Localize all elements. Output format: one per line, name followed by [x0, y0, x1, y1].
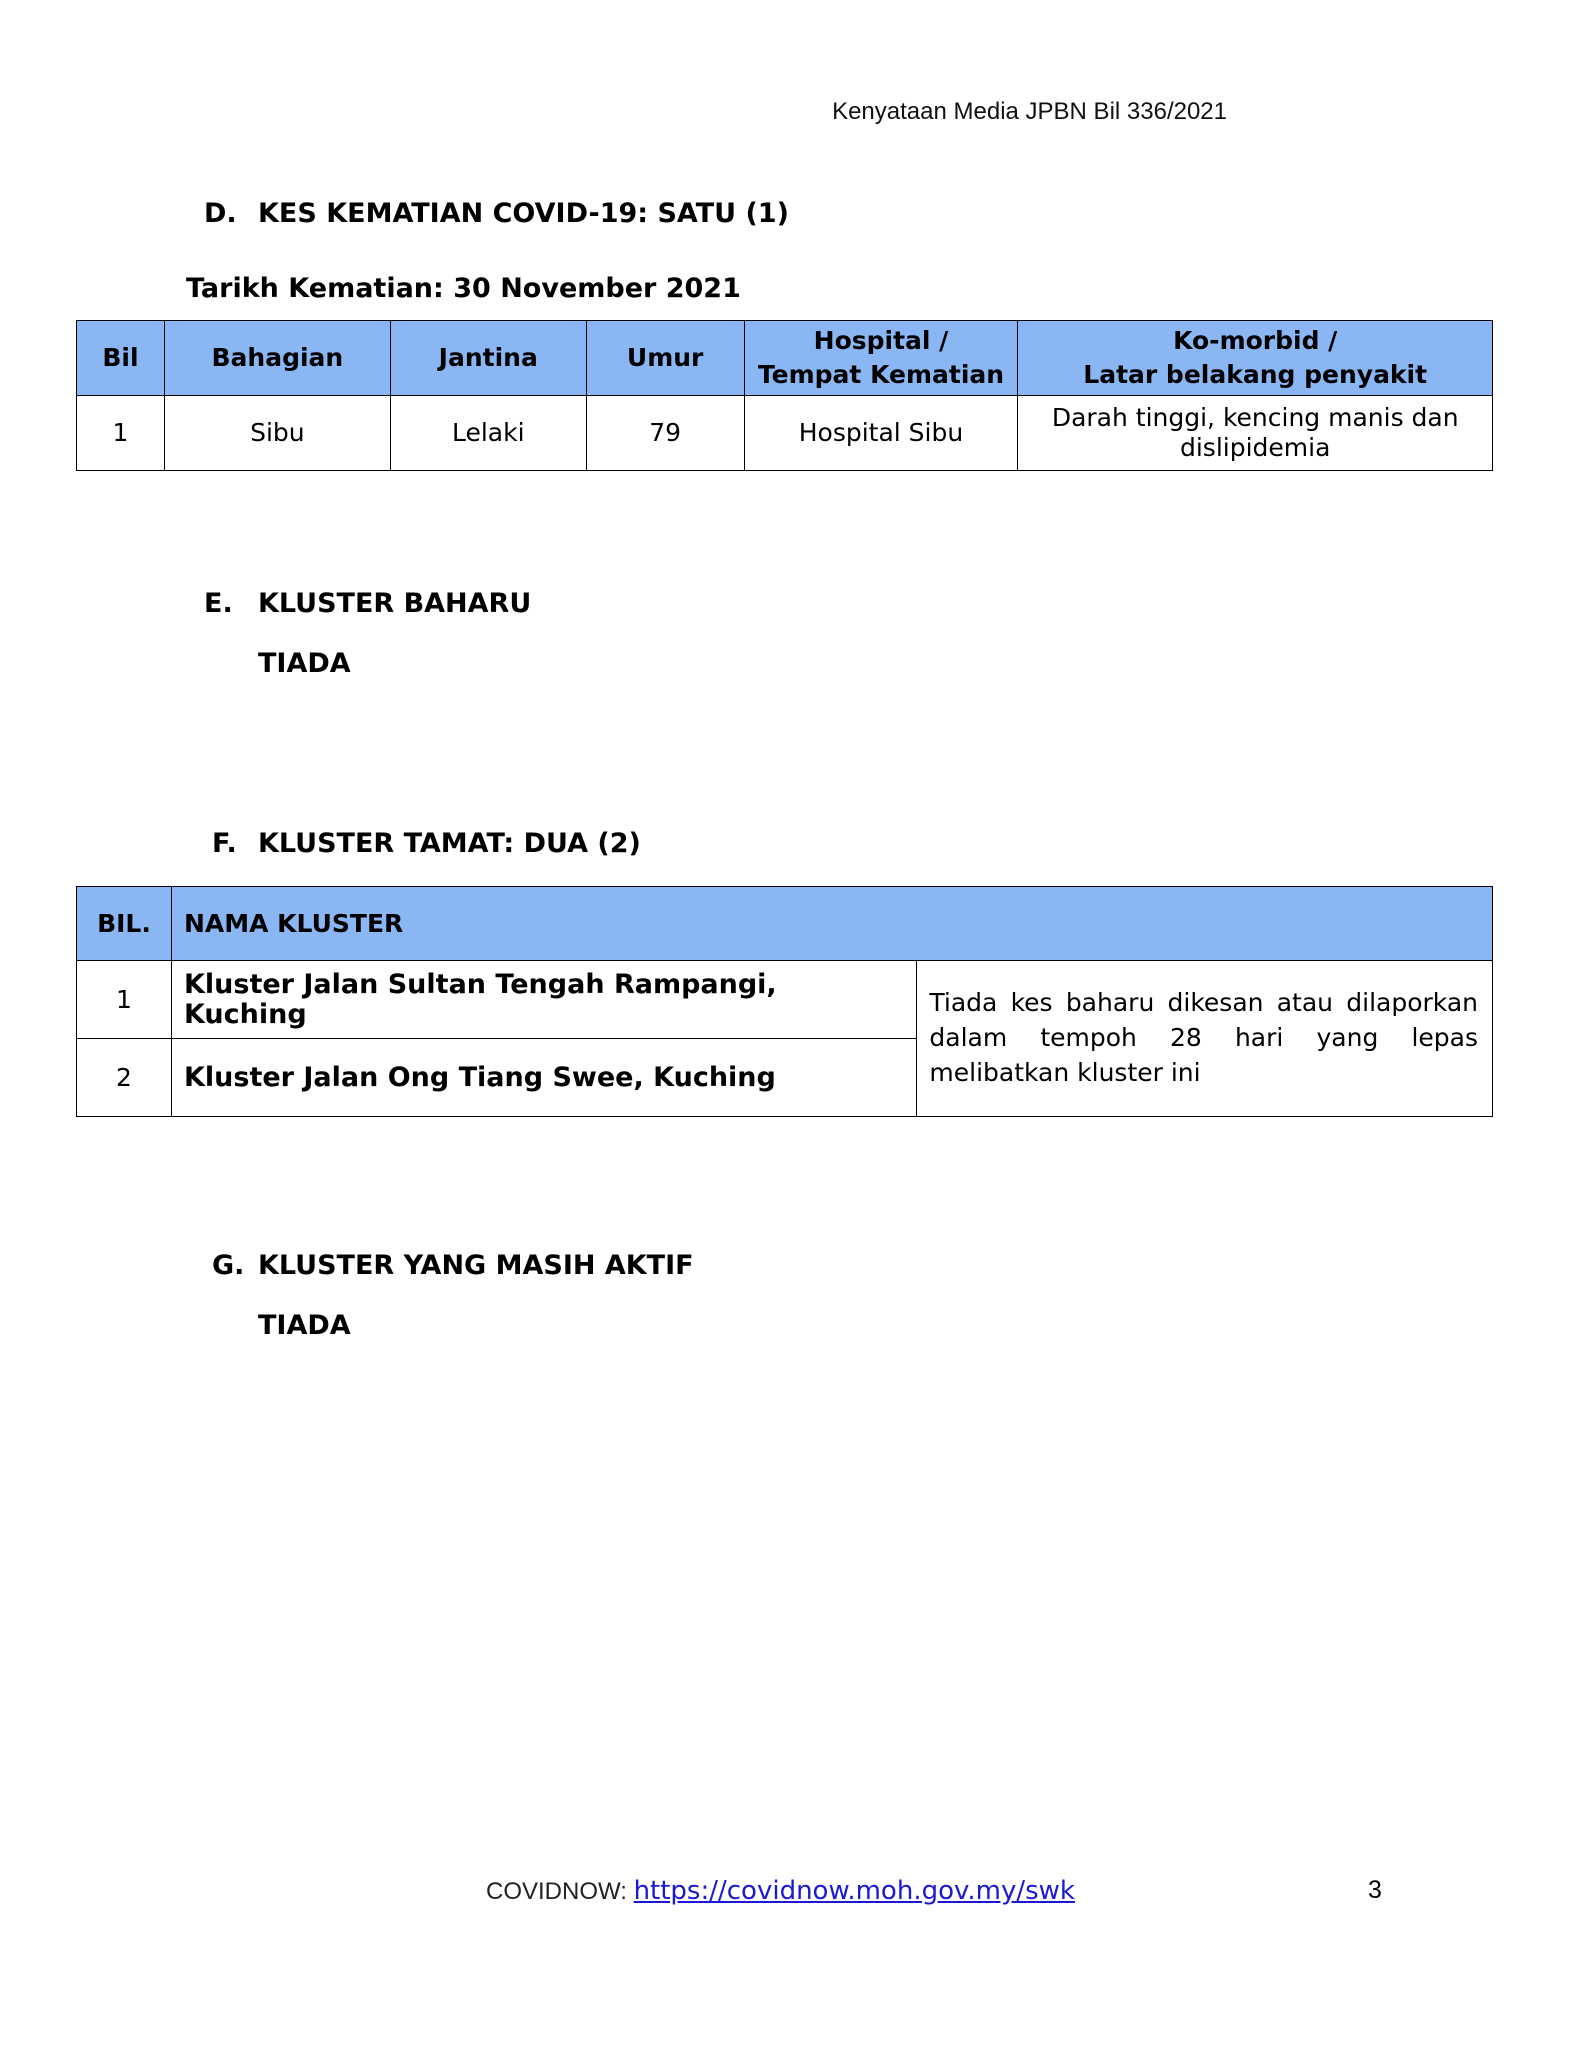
death-cases-table [76, 320, 1493, 471]
table-header-row [77, 887, 1493, 961]
section-f-heading [212, 828, 641, 860]
cell-umur: 79 [586, 396, 744, 471]
covidnow-link[interactable]: https://covidnow.moh.gov.my/swk [633, 1876, 1075, 1906]
col-umur: Umur [586, 321, 744, 396]
col-hospital [744, 321, 1018, 396]
footer-label: COVIDNOW: [486, 1878, 634, 1905]
table-row [77, 961, 1493, 1039]
cell-hospital: Hospital Sibu [744, 396, 1018, 471]
document-reference: Kenyataan Media JPBN Bil 336/2021 [832, 98, 1227, 125]
section-d-title: KES KEMATIAN COVID-19: SATU (1) [258, 198, 789, 229]
section-f-title: KLUSTER TAMAT: DUA (2) [258, 828, 641, 859]
ended-clusters-table [76, 886, 1493, 1117]
section-g-title: KLUSTER YANG MASIH AKTIF [258, 1250, 694, 1281]
cell-bil: 2 [77, 1039, 172, 1117]
table-row [77, 396, 1493, 471]
footer-text [486, 1876, 1075, 1906]
cell-cluster-name: Kluster Jalan Sultan Tengah Rampangi, Kuching [171, 961, 916, 1039]
section-f-letter: F. [212, 828, 237, 859]
cell-bahagian: Sibu [164, 396, 390, 471]
cell-komorbid-line2: dislipidemia [1179, 433, 1331, 462]
section-d-heading [204, 198, 789, 230]
death-date-line: Tarikh Kematian: 30 November 2021 [186, 273, 741, 304]
col-hospital-line1: Hospital / [813, 326, 949, 355]
cell-komorbid [1018, 396, 1493, 471]
cell-bil: 1 [77, 961, 172, 1039]
col-bil: BIL. [77, 887, 172, 961]
section-e-value: TIADA [258, 648, 351, 679]
section-e-heading [204, 588, 531, 620]
table-header-row [77, 321, 1493, 396]
col-jantina: Jantina [390, 321, 586, 396]
col-komorbid-line2: Latar belakang penyakit [1083, 360, 1428, 389]
section-e-title: KLUSTER BAHARU [258, 588, 532, 619]
col-komorbid-line1: Ko-morbid / [1173, 326, 1338, 355]
col-bahagian: Bahagian [164, 321, 390, 396]
section-g-value: TIADA [258, 1310, 351, 1341]
cell-jantina: Lelaki [390, 396, 586, 471]
page-number: 3 [1368, 1876, 1382, 1904]
section-g-heading [212, 1250, 694, 1282]
cell-cluster-name: Kluster Jalan Ong Tiang Swee, Kuching [171, 1039, 916, 1117]
section-e-letter: E. [204, 588, 233, 619]
col-komorbid [1018, 321, 1493, 396]
col-nama-kluster: NAMA KLUSTER [171, 887, 1492, 961]
cell-komorbid-line1: Darah tinggi, kencing manis dan [1051, 403, 1459, 432]
cell-cluster-note: Tiada kes baharu dikesan atau dilaporkan dalam tempoh 28 hari yang lepas melibatkan kluster ini [917, 961, 1493, 1117]
cell-bil: 1 [77, 396, 165, 471]
section-g-letter: G. [212, 1250, 245, 1281]
col-bil: Bil [77, 321, 165, 396]
col-hospital-line2: Tempat Kematian [757, 360, 1005, 389]
section-d-letter: D. [204, 198, 237, 229]
